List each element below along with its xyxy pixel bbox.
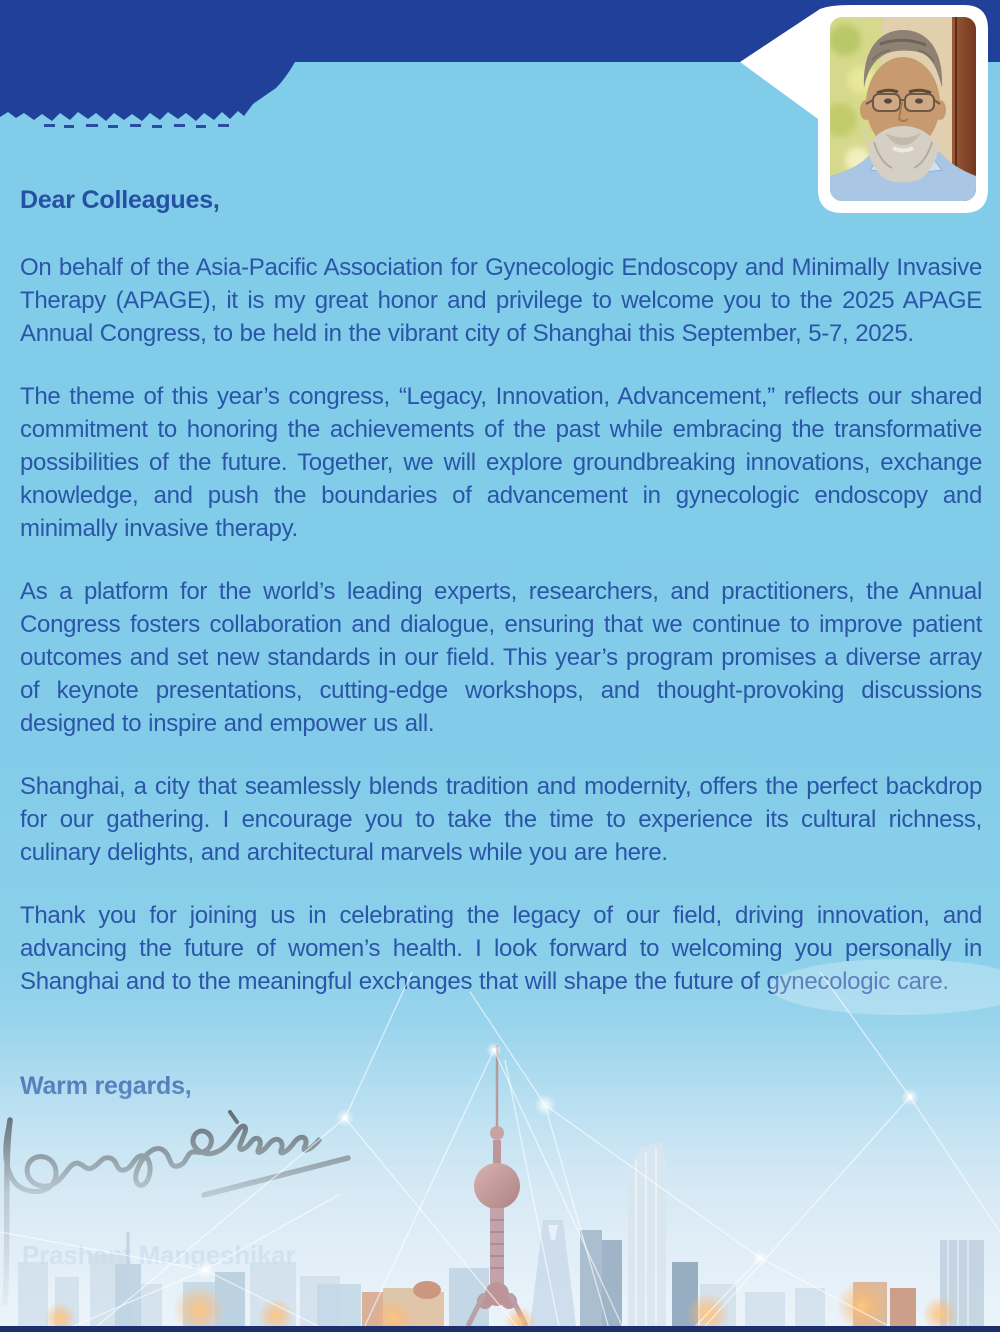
banner-lobe xyxy=(0,60,295,121)
bottom-strip xyxy=(0,1326,1000,1332)
portrait-photo xyxy=(823,17,976,207)
letter-paragraph: Shanghai, a city that seamlessly blends tradition and modernity, offers the perfect backdrop for our gathering. I encourage you to take the time to experience its cultural richness, culinary delights, and architectural marvels while you are here. xyxy=(20,773,982,866)
letter-paragraph: On behalf of the Asia-Pacific Association for Gynecologic Endoscopy and Minimally Invasive Therapy (APAGE), it is my great honor and privilege to welcome you to the 2025 APAGE Annual Congress, to be held in the vibrant city of Shanghai this September, 5-7, 2025. xyxy=(20,254,982,347)
letter-paragraph: As a platform for the world’s leading experts, researchers, and practitioners, the Annual Congress fosters collaboration and dialogue, ensuring that we continue to improve patient outcomes and set new standards in our field. This year’s program promises a diverse array of keynote presentations, cutting-edge workshops, and thought-provoking discussions designed to inspire and empower us all. xyxy=(20,578,982,737)
letter-body xyxy=(20,186,982,1028)
shanghai-skyline xyxy=(0,932,1000,1332)
salutation: Dear Colleagues, xyxy=(20,186,220,214)
banner-text-dashes xyxy=(44,124,229,128)
letter-paragraph: The theme of this year’s congress, “Legacy, Innovation, Advancement,” reflects our shared commitment to honoring the achievements of the past while embracing the transformative possibilities of the future. Together, we will explore groundbreaking innovations, exchange knowledge, and push the boundaries of advancement in gynecologic endoscopy and minimally invasive therapy. xyxy=(20,383,982,542)
letter-paragraph: Thank you for joining us in celebrating the legacy of our field, driving innovation, and advancing the future of women’s health. I look forward to welcoming you personally in Shanghai and to the meaningful exchanges that will shape the future of gynecologic care. xyxy=(20,902,982,995)
